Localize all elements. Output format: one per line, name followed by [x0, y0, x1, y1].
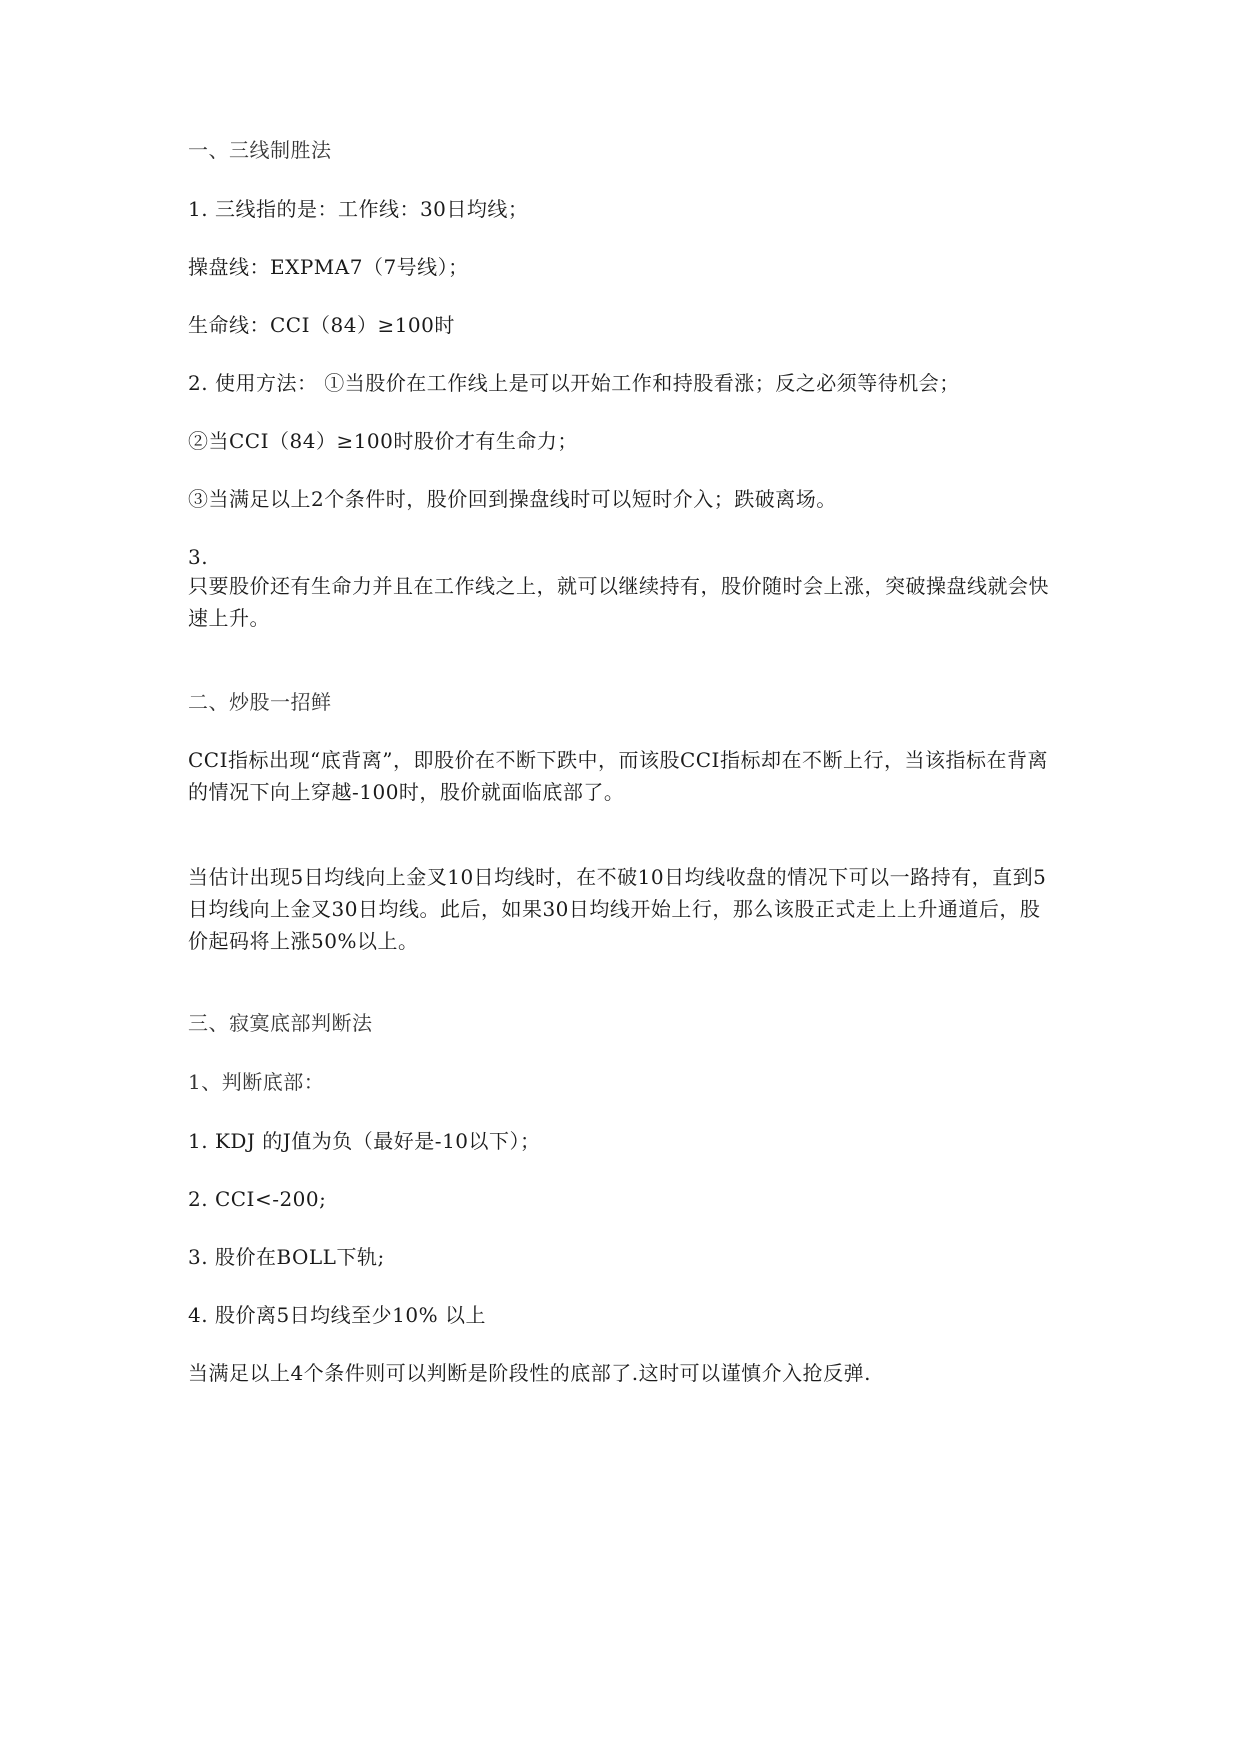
- section3-subheading: 1、判断底部：: [188, 1070, 325, 1094]
- section1-item1: 1. 三线指的是：工作线：30日均线；: [188, 197, 529, 221]
- section3-conclusion: 当满足以上4个条件则可以判断是阶段性的底部了.这时可以谨慎介入抢反弹.: [188, 1361, 871, 1385]
- section2-para2: 当估计出现5日均线向上金叉10日均线时，在不破10日均线收盘的情况下可以一路持有，直到5日均线向上金叉30日均线。此后，如果30日均线开始上行，那么该股正式走上上升通道后，股价起码将上涨50%以上。: [188, 865, 1047, 953]
- section1-item2: 2. 使用方法： ①当股价在工作线上是可以开始工作和持股看涨；反之必须等待机会；: [188, 371, 960, 395]
- section1-item3-text: 只要股价还有生命力并且在工作线之上，就可以继续持有，股价随时会上涨，突破操盘线就会快速上升。: [188, 574, 1049, 630]
- section2-para1: CCI指标出现“底背离”，即股价在不断下跌中，而该股CCI指标却在不断上行，当该指标在背离的情况下向上穿越-100时，股价就面临底部了。: [188, 748, 1048, 804]
- section3-cond4: 4. 股价离5日均线至少10% 以上: [188, 1303, 486, 1327]
- section1-item1-operating-line: 操盘线：EXPMA7（7号线）；: [188, 255, 469, 279]
- section1-item1-life-line: 生命线：CCI（84）≥100时: [188, 313, 455, 337]
- section1-item2-c: ③当满足以上2个条件时，股价回到操盘线时可以短时介入；跌破离场。: [188, 487, 837, 511]
- section1-heading: 一、三线制胜法: [188, 138, 332, 162]
- section3-cond3: 3. 股价在BOLL下轨;: [188, 1245, 385, 1269]
- section3-cond1: 1. KDJ 的J值为负（最好是-10以下）；: [188, 1129, 541, 1153]
- section2-heading: 二、炒股一招鲜: [188, 690, 332, 714]
- section1-item2-b: ②当CCI（84）≥100时股价才有生命力；: [188, 429, 578, 453]
- section3-cond2: 2. CCI<-200;: [188, 1187, 327, 1211]
- section1-item3-number: 3.: [188, 545, 209, 569]
- section3-heading: 三、寂寞底部判断法: [188, 1011, 373, 1035]
